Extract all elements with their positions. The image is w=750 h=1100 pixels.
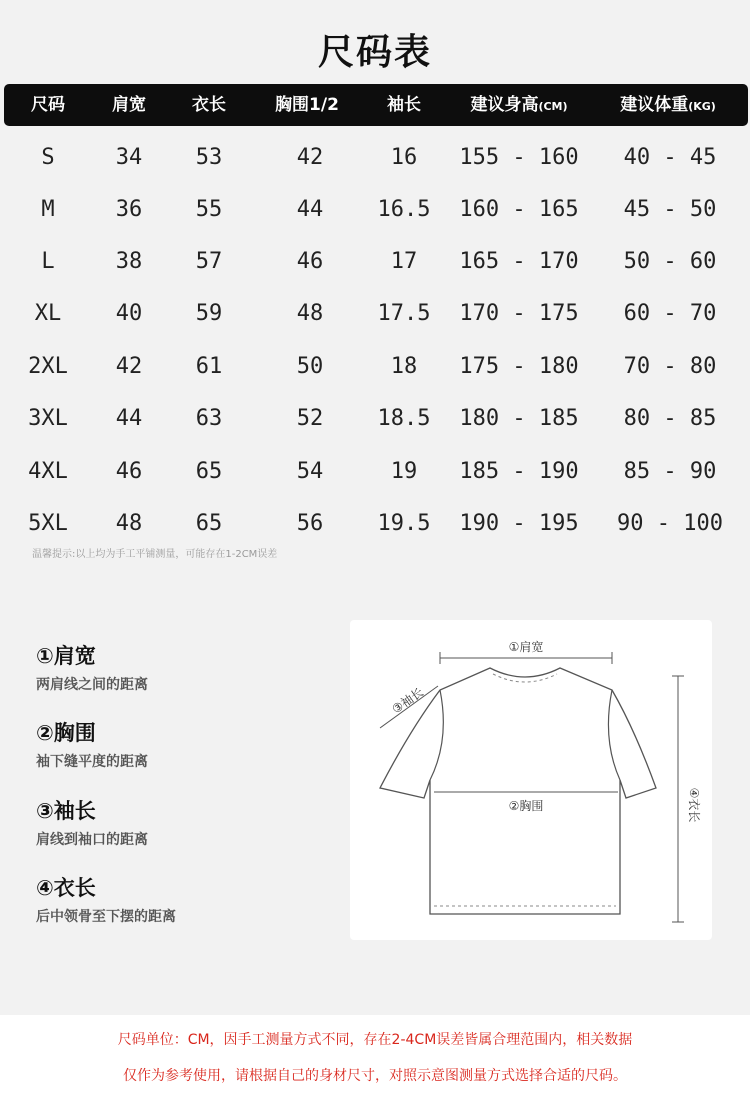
cell-chest: 56 xyxy=(296,511,324,536)
measure-title: ③袖长 xyxy=(36,799,96,823)
cell-chest: 48 xyxy=(296,301,324,326)
header-chest: 胸围1/2 xyxy=(275,95,339,115)
cell-weight: 85 - 90 xyxy=(623,459,717,484)
table-row xyxy=(0,498,750,550)
cell-height: 180 - 185 xyxy=(459,406,579,431)
measure-desc: 后中领骨至下摆的距离 xyxy=(36,909,176,925)
cell-shoulder: 40 xyxy=(115,301,143,326)
cell-length: 65 xyxy=(195,459,223,484)
measure-desc: 袖下缝平度的距离 xyxy=(36,754,148,770)
cell-size: S xyxy=(41,145,55,170)
cell-shoulder: 44 xyxy=(115,406,143,431)
chest-label: ②胸围 xyxy=(508,799,544,813)
measure-title: ②胸围 xyxy=(36,721,96,745)
cell-height: 155 - 160 xyxy=(459,145,579,170)
table-row xyxy=(0,132,750,184)
cell-shoulder: 36 xyxy=(115,197,143,222)
table-row xyxy=(0,393,750,445)
measurement-tip: 温馨提示:以上均为手工平铺测量，可能存在1-2CM误差 xyxy=(32,549,278,560)
footer-note-line1: 尺码单位：CM，因手工测量方式不同，存在2-4CM误差皆属合理范围内，相关数据 xyxy=(117,1032,633,1048)
cell-sleeve: 18.5 xyxy=(377,406,431,431)
header-height: 建议身高(CM) xyxy=(470,95,568,115)
cell-weight: 70 - 80 xyxy=(623,354,717,379)
cell-chest: 54 xyxy=(296,459,324,484)
measure-title: ①肩宽 xyxy=(36,644,96,668)
header-shoulder: 肩宽 xyxy=(112,95,146,115)
cell-shoulder: 34 xyxy=(115,145,143,170)
cell-weight: 90 - 100 xyxy=(617,511,723,536)
cell-size: 3XL xyxy=(28,406,68,431)
cell-height: 165 - 170 xyxy=(459,249,579,274)
cell-chest: 46 xyxy=(296,249,324,274)
cell-sleeve: 19.5 xyxy=(377,511,431,536)
header-length: 衣长 xyxy=(192,95,226,115)
cell-length: 57 xyxy=(195,249,223,274)
tshirt-collar xyxy=(493,674,557,682)
cell-length: 55 xyxy=(195,197,223,222)
measure-sleeve xyxy=(36,795,148,849)
tshirt-sleeve-seam-right xyxy=(608,690,620,780)
table-row xyxy=(0,184,750,236)
cell-chest: 42 xyxy=(296,145,324,170)
cell-size: 5XL xyxy=(28,511,68,536)
table-row xyxy=(0,341,750,393)
cell-sleeve: 17.5 xyxy=(377,301,431,326)
cell-sleeve: 17 xyxy=(390,249,418,274)
table-row xyxy=(0,288,750,340)
footer-note-line2: 仅作为参考使用，请根据自己的身材尺寸，对照示意图测量方式选择合适的尺码。 xyxy=(123,1068,627,1084)
cell-size: L xyxy=(41,249,55,274)
tshirt-sleeve-seam-left xyxy=(430,690,443,780)
tshirt-outline xyxy=(380,668,656,914)
page-title: 尺码表 xyxy=(317,32,432,73)
length-label: ④衣长 xyxy=(687,787,701,823)
cell-chest: 52 xyxy=(296,406,324,431)
table-row xyxy=(0,236,750,288)
cell-sleeve: 16.5 xyxy=(377,197,431,222)
cell-weight: 40 - 45 xyxy=(623,145,717,170)
cell-chest: 50 xyxy=(296,354,324,379)
shoulder-label: ①肩宽 xyxy=(508,640,544,654)
cell-length: 63 xyxy=(195,406,223,431)
cell-length: 59 xyxy=(195,301,223,326)
cell-height: 185 - 190 xyxy=(459,459,579,484)
tshirt-diagram xyxy=(350,620,712,940)
cell-sleeve: 18 xyxy=(390,354,418,379)
measure-shoulder xyxy=(36,640,148,694)
measure-length xyxy=(36,872,176,926)
size-table-header xyxy=(4,84,748,126)
footer-notes xyxy=(0,1015,750,1100)
cell-shoulder: 46 xyxy=(115,459,143,484)
cell-size: XL xyxy=(34,301,62,326)
header-sleeve: 袖长 xyxy=(387,95,421,115)
cell-weight: 60 - 70 xyxy=(623,301,717,326)
cell-height: 175 - 180 xyxy=(459,354,579,379)
cell-size: M xyxy=(41,197,55,222)
cell-height: 160 - 165 xyxy=(459,197,579,222)
cell-sleeve: 19 xyxy=(390,459,418,484)
header-weight: 建议体重(KG) xyxy=(620,95,716,115)
cell-length: 53 xyxy=(195,145,223,170)
measure-desc: 两肩线之间的距离 xyxy=(36,677,148,693)
measure-desc: 肩线到袖口的距离 xyxy=(36,832,148,848)
cell-length: 65 xyxy=(195,511,223,536)
sleeve-label: ③袖长 xyxy=(389,685,426,717)
cell-weight: 50 - 60 xyxy=(623,249,717,274)
cell-weight: 45 - 50 xyxy=(623,197,717,222)
cell-shoulder: 48 xyxy=(115,511,143,536)
cell-shoulder: 42 xyxy=(115,354,143,379)
tshirt-diagram-svg xyxy=(350,620,712,940)
cell-shoulder: 38 xyxy=(115,249,143,274)
table-row xyxy=(0,446,750,498)
cell-chest: 44 xyxy=(296,197,324,222)
cell-sleeve: 16 xyxy=(390,145,418,170)
cell-weight: 80 - 85 xyxy=(623,406,717,431)
cell-height: 170 - 175 xyxy=(459,301,579,326)
measure-title: ④衣长 xyxy=(36,876,96,900)
measure-chest xyxy=(36,717,148,771)
cell-length: 61 xyxy=(195,354,223,379)
cell-size: 2XL xyxy=(28,354,68,379)
cell-size: 4XL xyxy=(28,459,68,484)
cell-height: 190 - 195 xyxy=(459,511,579,536)
header-size: 尺码 xyxy=(31,95,65,115)
